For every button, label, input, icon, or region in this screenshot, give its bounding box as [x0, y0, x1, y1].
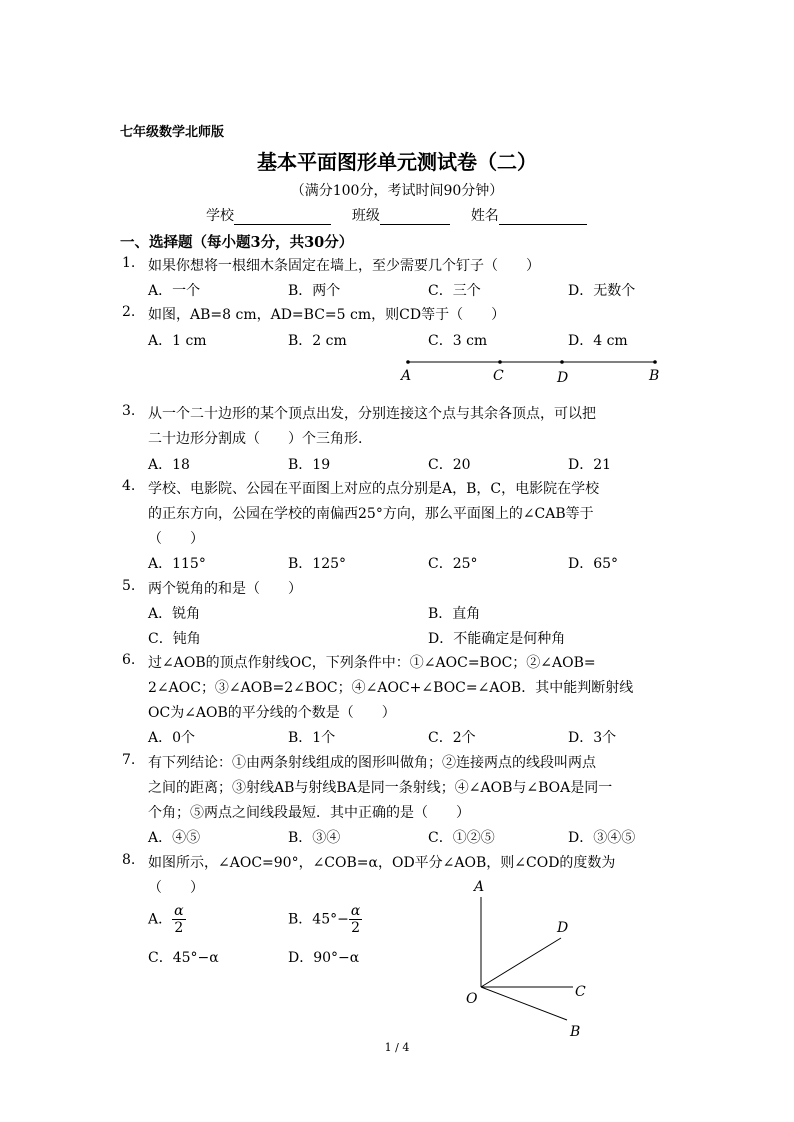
- label-o: O: [466, 991, 478, 1007]
- student-info-line: [206, 205, 587, 225]
- label-a: A: [474, 879, 485, 895]
- fraction-numerator: α: [350, 903, 361, 919]
- fraction-numerator: α: [174, 903, 184, 919]
- option-b[interactable]: B．直角: [428, 606, 481, 622]
- name-blank[interactable]: [499, 210, 587, 225]
- question-number: 7.: [122, 752, 136, 768]
- question-stem-line-1: 过∠AOB的顶点作射线OC，下列条件中：①∠AOC=BOC；②∠AOB=: [148, 655, 596, 671]
- class-blank[interactable]: [380, 210, 450, 225]
- question-stem-line-3: OC为∠AOB的平分线的个数是（ ）: [148, 705, 396, 721]
- section-heading: 一、选择题（每小题3分，共30分）: [120, 234, 354, 251]
- label-b: B: [649, 368, 660, 384]
- question-stem-line-2: 之间的距离；③射线AB与射线BA是同一条射线；④∠AOB与∠BOA是同一: [148, 780, 613, 796]
- question-stem-line-1: 从一个二十边形的某个顶点出发，分别连接这个点与其余各顶点，可以把: [148, 406, 596, 422]
- point-b-dot: [653, 360, 657, 364]
- angle-figure: [455, 875, 605, 1045]
- option-c[interactable]: C．45°−α: [148, 950, 219, 966]
- grade-label: 七年级数学北师版: [120, 125, 225, 140]
- question-number: 3.: [122, 403, 136, 419]
- option-c[interactable]: C．2个: [428, 730, 476, 746]
- option-d[interactable]: D．无数个: [568, 283, 636, 299]
- option-b[interactable]: B．③④: [288, 830, 341, 846]
- option-d[interactable]: D．21: [568, 457, 612, 473]
- fraction-alpha-over-2: [172, 903, 185, 936]
- option-a[interactable]: A．1 cm: [148, 333, 207, 349]
- name-label: 姓名: [470, 208, 499, 224]
- label-b: B: [570, 1024, 581, 1040]
- question-number: 2.: [122, 304, 136, 320]
- question-stem: 如图，AB=8 cm，AD=BC=5 cm，则CD等于（ ）: [148, 307, 506, 323]
- option-a[interactable]: A．④⑤: [148, 830, 201, 846]
- label-d: D: [557, 370, 569, 386]
- question-stem-line-2: 二十边形分割成（ ）个三角形.: [148, 431, 363, 447]
- segment-figure: [395, 352, 665, 388]
- question-stem-line-3: （ ）: [148, 531, 204, 547]
- question-stem-line-2: 的正东方向，公园在学校的南偏西25°方向，那么平面图上的∠CAB等于: [148, 506, 594, 522]
- class-label: 班级: [351, 208, 380, 224]
- option-a[interactable]: A．115°: [148, 556, 206, 572]
- option-c[interactable]: C．20: [428, 457, 471, 473]
- question-stem: 如果你想将一根细木条固定在墙上，至少需要几个钉子（ ）: [148, 258, 540, 274]
- fraction-alpha-over-2: [349, 903, 362, 936]
- option-a[interactable]: A．0个: [148, 730, 196, 746]
- option-b[interactable]: B．19: [288, 457, 331, 473]
- school-blank[interactable]: [234, 210, 331, 225]
- label-a: A: [401, 368, 412, 384]
- option-a[interactable]: A．锐角: [148, 606, 201, 622]
- option-c[interactable]: C．3 cm: [428, 333, 488, 349]
- fraction-denominator: 2: [351, 920, 361, 936]
- question-stem: 两个锐角的和是（ ）: [148, 581, 302, 597]
- option-a[interactable]: [148, 903, 186, 936]
- question-number: 6.: [122, 652, 136, 668]
- option-b-prefix: B．45°−: [288, 911, 349, 928]
- question-number: 1.: [122, 255, 136, 271]
- option-a-prefix: A．: [148, 911, 173, 928]
- option-d[interactable]: D．不能确定是何种角: [428, 631, 566, 647]
- question-stem-line-3: 个角；⑤两点之间线段最短．其中正确的是（ ）: [148, 805, 470, 821]
- fraction-denominator: 2: [174, 920, 184, 936]
- option-a[interactable]: A．一个: [148, 283, 201, 299]
- point-a-dot: [406, 360, 410, 364]
- option-b[interactable]: B．两个: [288, 283, 341, 299]
- question-stem-line-2: 2∠AOC；③∠AOB=2∠BOC；④∠AOC+∠BOC=∠AOB．其中能判断射线: [148, 680, 634, 696]
- page-title: 基本平面图形单元测试卷（二）: [257, 150, 537, 174]
- exam-subtitle: （满分100分，考试时间90分钟）: [290, 183, 504, 199]
- ray-ob: [481, 987, 567, 1020]
- option-d[interactable]: D．4 cm: [568, 333, 628, 349]
- question-stem-line-2: （ ）: [148, 880, 204, 896]
- ray-od: [481, 938, 561, 987]
- question-number: 5.: [122, 578, 136, 594]
- question-stem-line-1: 学校、电影院、公园在平面图上对应的点分别是A，B，C，电影院在学校: [148, 481, 600, 497]
- school-label: 学校: [206, 208, 234, 224]
- page-number: 1 / 4: [384, 1041, 410, 1054]
- option-c[interactable]: C．钝角: [148, 631, 201, 647]
- option-b[interactable]: [288, 903, 362, 936]
- option-c[interactable]: C．25°: [428, 556, 478, 572]
- question-stem-line-1: 有下列结论：①由两条射线组成的图形叫做角；②连接两点的线段叫两点: [148, 755, 596, 771]
- point-d-dot: [560, 360, 564, 364]
- option-d[interactable]: D．90°−α: [288, 950, 360, 966]
- point-c-dot: [498, 360, 502, 364]
- option-c[interactable]: C．①②⑤: [428, 830, 495, 846]
- label-c: C: [493, 368, 504, 384]
- question-stem-line-1: 如图所示，∠AOC=90°，∠COB=α，OD平分∠AOB，则∠COD的度数为: [148, 855, 616, 871]
- option-b[interactable]: B．125°: [288, 556, 347, 572]
- option-d[interactable]: D．65°: [568, 556, 619, 572]
- question-number: 4.: [122, 478, 136, 494]
- option-b[interactable]: B．2 cm: [288, 333, 347, 349]
- option-a[interactable]: A．18: [148, 457, 190, 473]
- option-d[interactable]: D．3个: [568, 730, 617, 746]
- option-b[interactable]: B．1个: [288, 730, 336, 746]
- label-d: D: [557, 920, 569, 936]
- option-c[interactable]: C．三个: [428, 283, 481, 299]
- question-number: 8.: [122, 852, 136, 868]
- label-c: C: [575, 984, 586, 1000]
- option-d[interactable]: D．③④⑤: [568, 830, 636, 846]
